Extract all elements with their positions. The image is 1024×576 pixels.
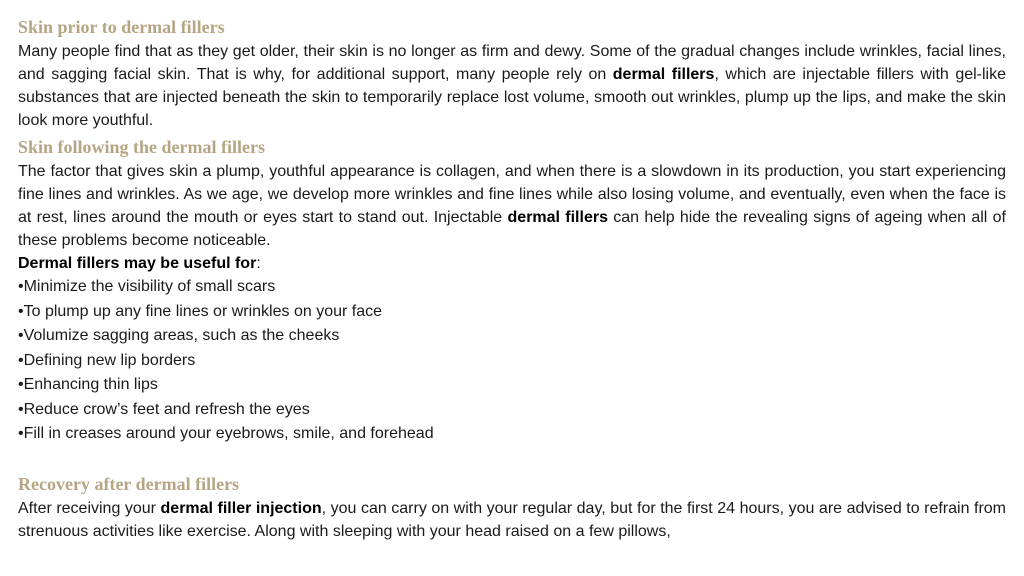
heading-recovery: Recovery after dermal fillers <box>18 473 240 494</box>
useful-for-label <box>18 252 1006 275</box>
bold-term: dermal fillers <box>507 209 608 226</box>
list-item: •Minimize the visibility of small scars <box>18 278 276 295</box>
paragraph-skin-prior <box>18 40 1006 132</box>
heading-skin-following: Skin following the dermal fillers <box>18 137 265 157</box>
text-segment: After receiving your <box>18 499 161 517</box>
list-item: •Volumize sagging areas, such as the cheeks <box>18 327 340 344</box>
text-segment: can help hide the revealing signs of ageing when all of these problems become noticeable. <box>18 209 1006 249</box>
list-item: •Enhancing thin lips <box>18 376 158 393</box>
list-item: •To plump up any fine lines or wrinkles on your face <box>18 302 383 320</box>
benefits-list <box>18 275 1006 447</box>
text-segment: The factor that gives skin a plump, youthful appearance is collagen, and when there is a slowdown in its production, you start experiencing fine lines and wrinkles. As we age, we develop more wrinkles and fine lines while also losing volume, and eventually, even when the face is at rest, lines around the mouth or eyes start to stand out. Injectable <box>18 163 1006 226</box>
spacer <box>18 447 1006 471</box>
list-item: •Defining new lip borders <box>18 351 196 369</box>
text-segment: Many people find that as they get older, their skin is no longer as firm and dewy. Some of the gradual changes include wrinkles, facial lines, and sagging facial skin. That is why, for additional support, many people rely on <box>18 43 1006 83</box>
document-page <box>18 14 1006 543</box>
heading-skin-prior: Skin prior to dermal fillers <box>18 17 225 37</box>
list-item: •Fill in creases around your eyebrows, smile, and forehead <box>18 425 434 442</box>
text-segment: , you can carry on with your regular day, but for the first 24 hours, you are advised to refrain from strenuous activities like exercise. Along with sleeping with your head raised on a few pillows, <box>18 499 1006 540</box>
paragraph-recovery <box>18 497 1006 543</box>
bold-term: dermal filler injection <box>160 499 322 517</box>
useful-for-bold: Dermal fillers may be useful for <box>18 255 257 272</box>
bold-term: dermal fillers <box>612 66 715 83</box>
list-item: •Reduce crow’s feet and refresh the eyes <box>18 400 310 418</box>
paragraph-skin-following <box>18 160 1006 252</box>
useful-for-colon: : <box>256 255 261 272</box>
text-segment: , which are injectable fillers with gel-like substances that are injected beneath the skin to temporarily replace lost volume, smooth out wrinkles, plump up the lips, and make the skin look more youthful. <box>18 66 1007 129</box>
